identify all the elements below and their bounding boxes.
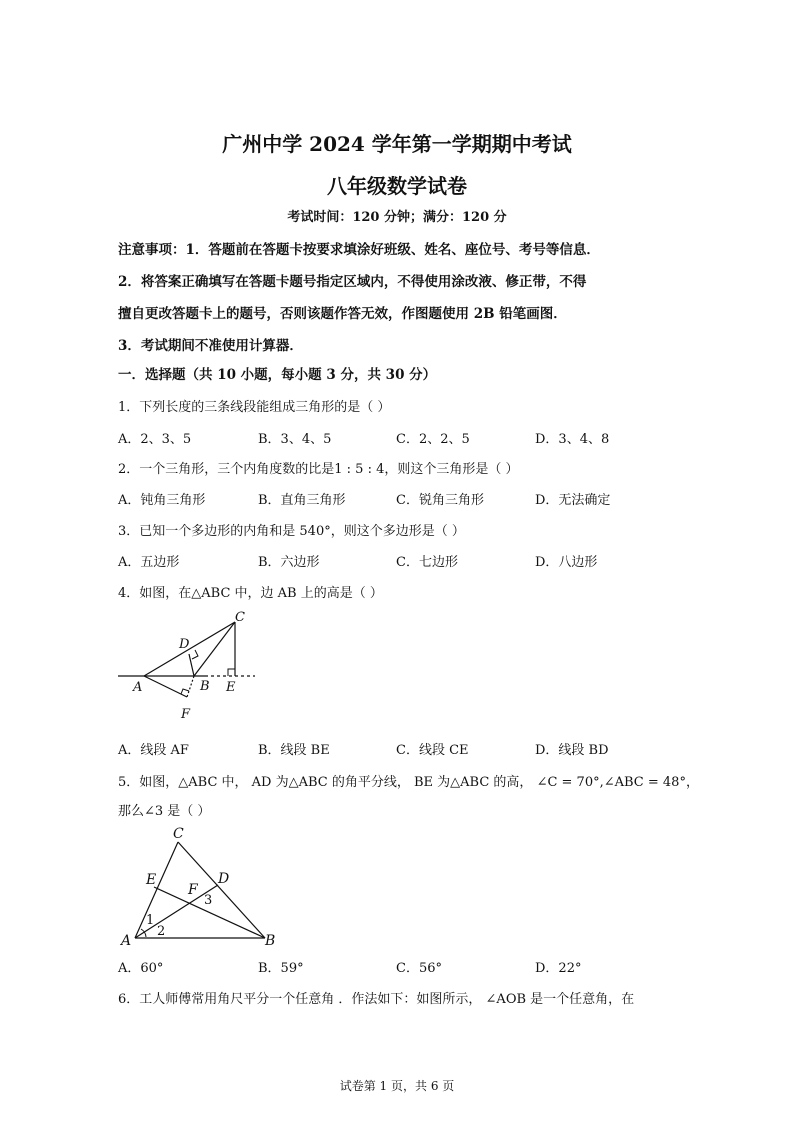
q3-option-b: B．六边形 [258, 555, 320, 570]
question-5-stem: 5．如图，△ABC 中， AD 为△ABC 的角平分线， BE 为△ABC 的高， ∠C = 70°,∠ABC = 48°， [118, 775, 699, 790]
question-5-stem-line-2: 那么∠3 是（ ） [118, 804, 211, 819]
q4-side-ac [144, 622, 235, 676]
q4-label-a: A [133, 680, 143, 695]
q5-label-b: B [265, 933, 276, 949]
q3-option-a: A．五边形 [118, 555, 180, 570]
q4-side-bc [194, 622, 235, 676]
exam-title: 广州中学 2024 学年第一学期期中考试 [222, 132, 572, 156]
note-line-1: 注意事项：1．答题前在答题卡按要求填涂好班级、姓名、座位号、考号等信息． [118, 242, 600, 258]
q1-option-d: D．3、4、8 [535, 432, 610, 447]
q5-triangle-figure [115, 825, 285, 950]
q5-angle-1-label: 1 [146, 913, 155, 928]
q5-option-b: B．59° [258, 961, 304, 976]
q5-label-c: C [173, 826, 184, 842]
q5-label-d: D [218, 871, 230, 887]
q2-option-c: C．锐角三角形 [396, 493, 484, 508]
q3-option-d: D．八边形 [535, 555, 598, 570]
question-1-stem: 1．下列长度的三条线段能组成三角形的是（ ） [118, 400, 391, 415]
q2-option-a: A．钝角三角形 [118, 493, 206, 508]
q1-option-a: A．2、3、5 [118, 432, 192, 447]
q4-right-angle-f [181, 689, 189, 694]
q5-angle-3-label: 3 [204, 893, 213, 908]
q4-segment-af [144, 676, 187, 697]
q4-triangle-figure [115, 610, 265, 725]
q4-right-angle-e [228, 669, 235, 676]
q5-option-c: C．56° [396, 961, 442, 976]
q4-option-d: D．线段 BD [535, 743, 609, 758]
exam-info: 考试时间：120 分钟；满分：120 分 [287, 210, 507, 225]
q4-option-c: C．线段 CE [396, 743, 469, 758]
note-line-4: 3．考试期间不准使用计算器． [118, 338, 303, 354]
q4-label-e: E [226, 680, 236, 695]
q4-label-c: C [235, 610, 245, 625]
q4-option-b: B．线段 BE [258, 743, 330, 758]
page-footer: 试卷第 1 页，共 6 页 [339, 1079, 455, 1093]
q2-option-d: D．无法确定 [535, 493, 611, 508]
q4-label-d: D [179, 637, 190, 652]
exam-subtitle: 八年级数学试卷 [327, 174, 467, 198]
q4-segment-bd [189, 654, 194, 676]
question-6-stem: 6．工人师傅常用角尺平分一个任意角 ．作法如下：如图所示， ∠AOB 是一个任意角，在 [118, 992, 635, 1007]
q3-option-c: C．七边形 [396, 555, 458, 570]
q5-option-d: D．22° [535, 961, 582, 976]
q5-label-a: A [121, 933, 132, 949]
q5-angle-2-label: 2 [157, 924, 166, 939]
q5-label-e: E [146, 872, 157, 888]
question-2-stem: 2．一个三角形，三个内角度数的比是1 : 5 : 4，则这个三角形是（ ） [118, 462, 519, 477]
question-3-stem: 3．已知一个多边形的内角和是 540°，则这个多边形是（ ） [118, 524, 465, 539]
q1-option-c: C．2、2、5 [396, 432, 470, 447]
q5-option-a: A．60° [118, 961, 164, 976]
q5-label-f: F [188, 882, 198, 898]
section-heading: 一．选择题（共 10 小题，每小题 3 分，共 30 分） [118, 367, 437, 383]
q4-right-angle-d [192, 650, 198, 659]
q2-option-b: B．直角三角形 [258, 493, 346, 508]
q1-option-b: B．3、4、5 [258, 432, 332, 447]
q4-extension-cb [187, 676, 194, 697]
q4-option-a: A．线段 AF [118, 743, 189, 758]
note-line-3: 擅自更改答题卡上的题号，否则该题作答无效，作图题使用 2B 铅笔画图． [118, 306, 567, 322]
question-4-stem: 4．如图，在△ABC 中，边 AB 上的高是（ ） [118, 586, 383, 601]
q4-label-f: F [181, 707, 191, 722]
q4-label-b: B [200, 679, 210, 694]
note-line-2: 2．将答案正确填写在答题卡题号指定区域内，不得使用涂改液、修正带，不得 [118, 274, 587, 290]
